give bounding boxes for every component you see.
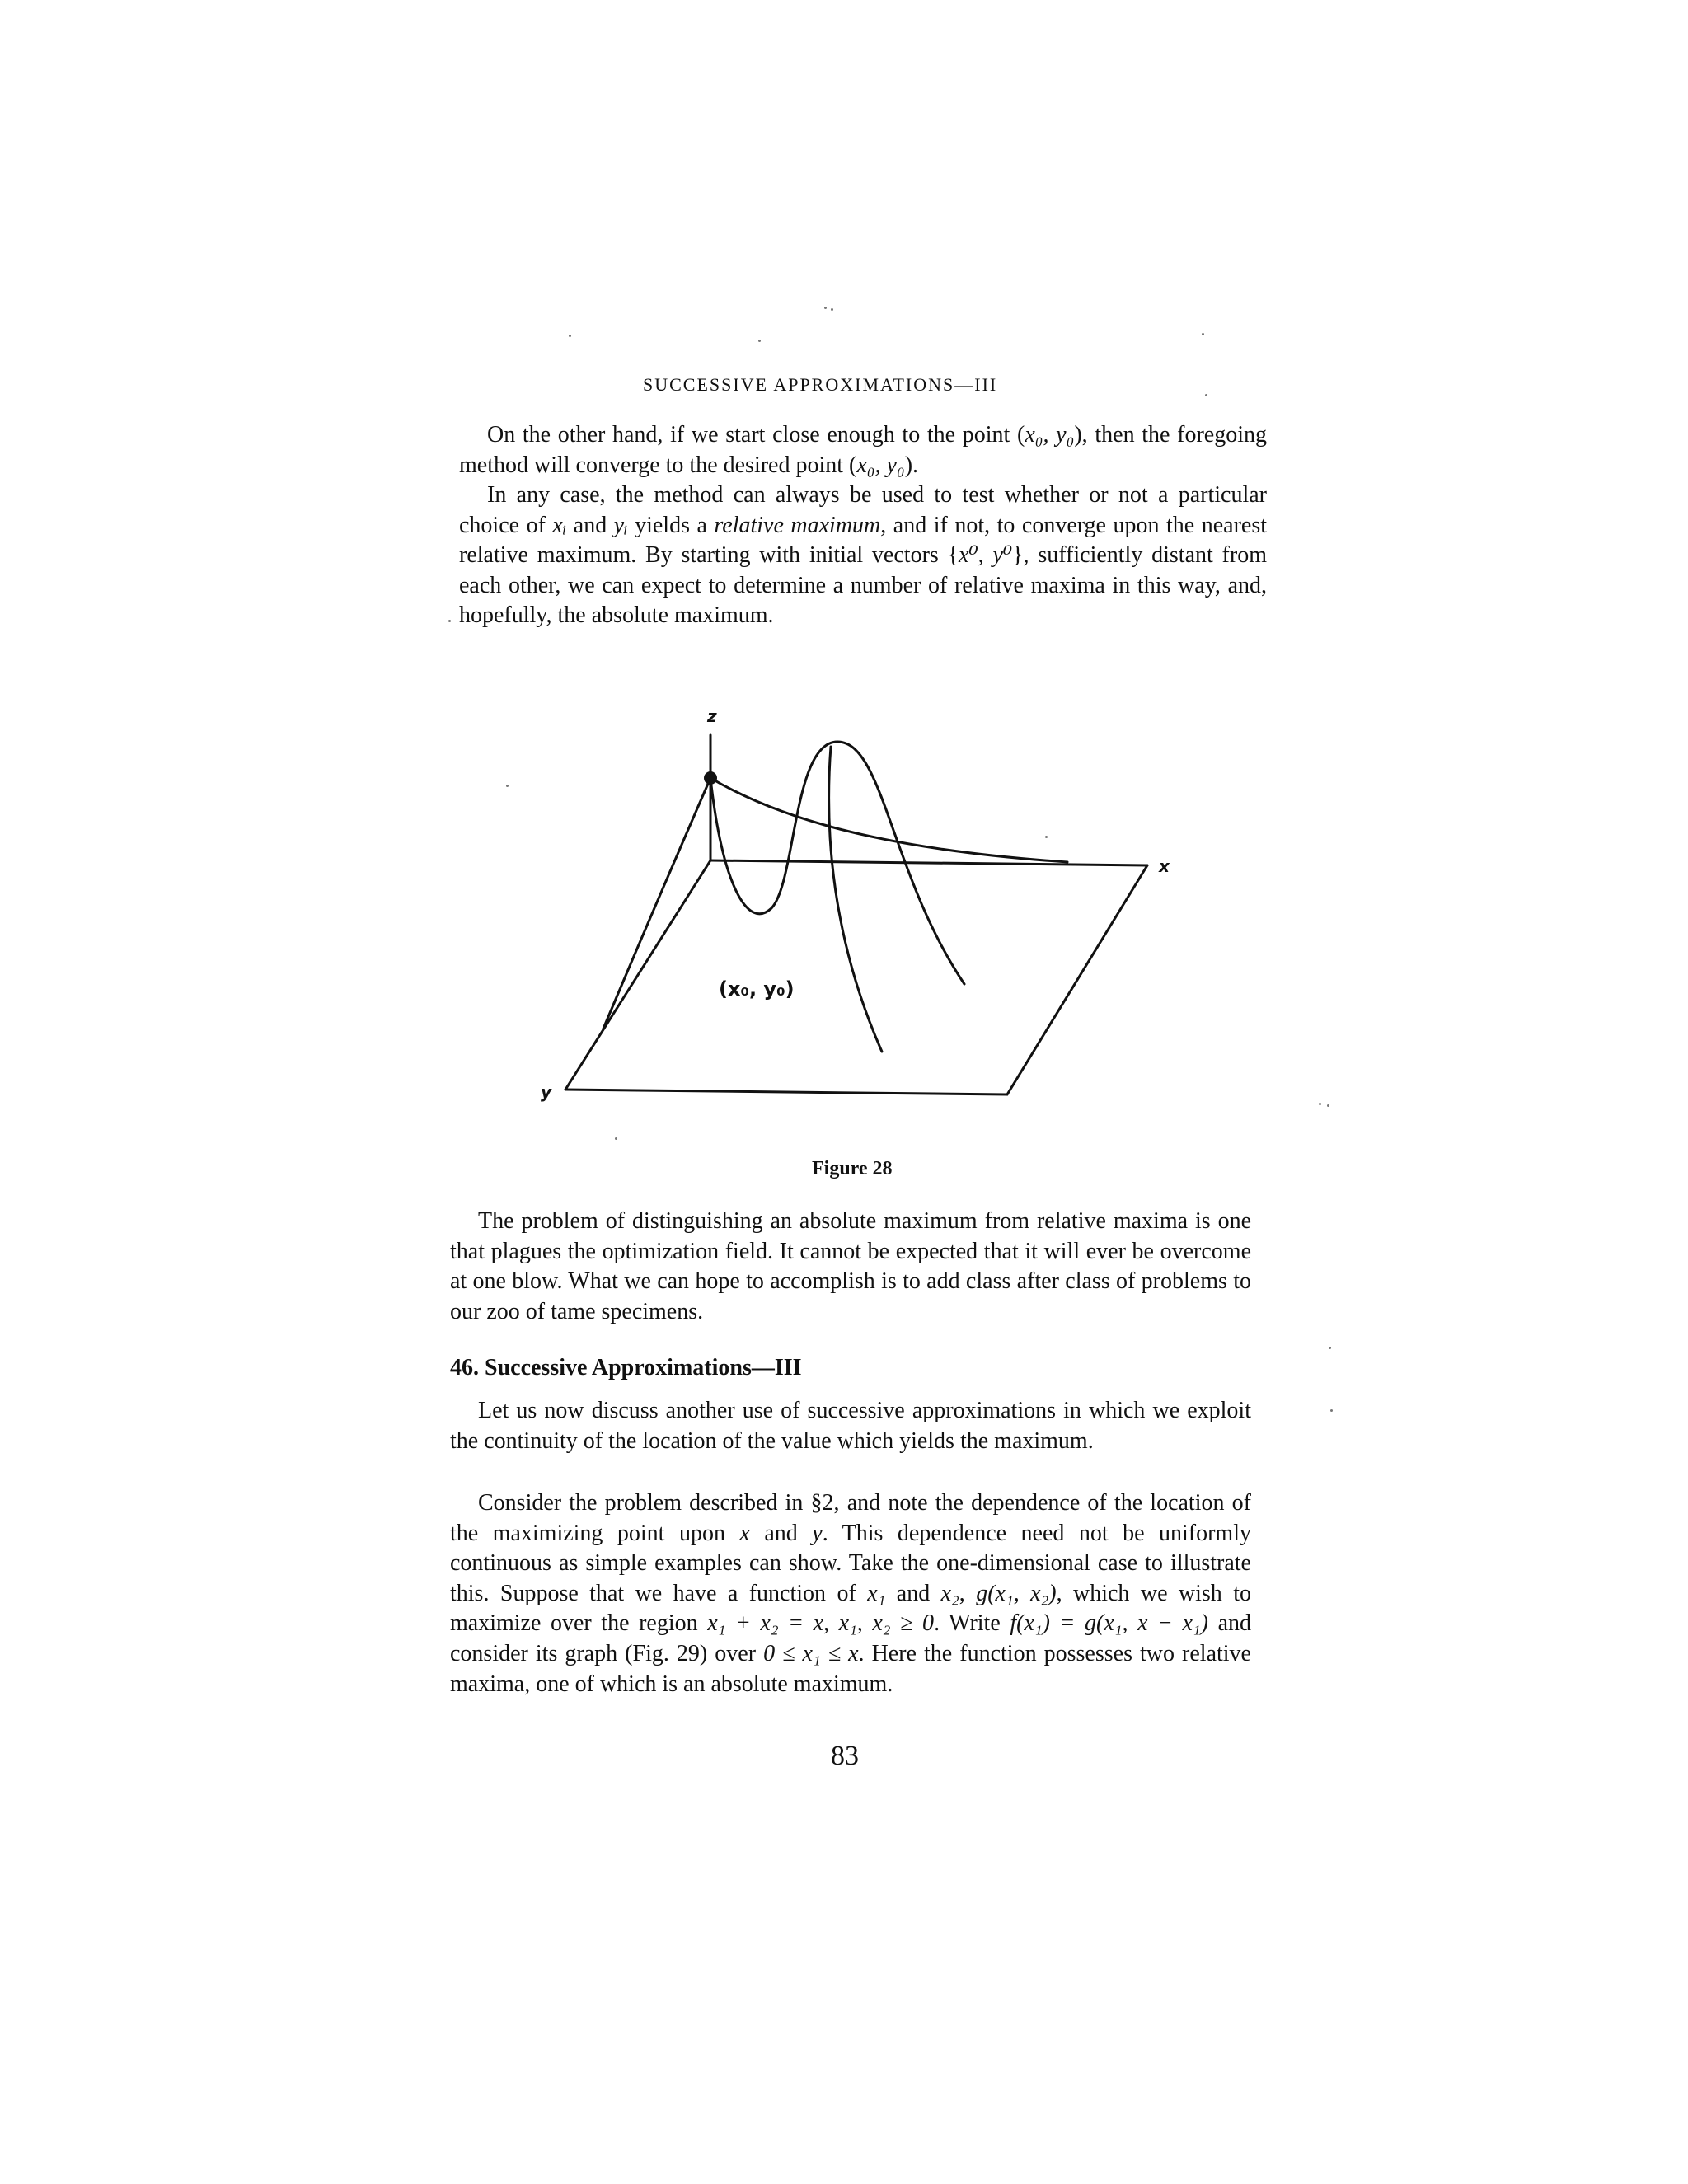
paragraph-1 (459, 420, 1267, 480)
text-run: , (959, 1580, 977, 1606)
scan-speck (506, 785, 509, 787)
math-yi: yᵢ (613, 512, 628, 538)
math-nonnegativity: x₁, x₂ ≥ 0 (838, 1610, 935, 1637)
plane-front-edge (565, 1090, 1007, 1094)
surface-left-edge (603, 778, 710, 1029)
math-y: y (812, 1520, 823, 1546)
text-run: ). (904, 452, 919, 478)
paragraph-4: Let us now discuss another use of successive approximations in which we exploit the continuity of the location of the value which yields the maximum. (450, 1398, 1251, 1454)
paragraph-5 (450, 1488, 1251, 1699)
math-point: x₀, y₀ (856, 452, 905, 478)
math-vectors: x⁰, y⁰ (959, 542, 1013, 569)
text-run: . Here the function possesses two relative maxima, one of which is an absolute maximum. (450, 1640, 1251, 1697)
text-run: Consider the problem described in §2, and note the dependence of the location of the maximizing point upon (450, 1490, 1251, 1546)
plane-right-edge (1007, 865, 1147, 1094)
scan-speck (1202, 333, 1204, 335)
scan-speck (824, 307, 827, 309)
point-label: (x₀, y₀) (719, 977, 795, 1001)
text-run: On the other hand, if we start close enough to the point ( (487, 422, 1025, 448)
math-x2: x₂ (940, 1580, 959, 1606)
text-run: and (749, 1520, 813, 1546)
math-g-expression: g(x₁, x₂) (976, 1580, 1057, 1606)
text-run: and (885, 1580, 941, 1606)
text-run: , (823, 1610, 839, 1637)
text-run: yields a (627, 512, 715, 538)
scan-speck (615, 1137, 617, 1140)
math-interval: 0 ≤ x₁ ≤ x (763, 1640, 859, 1666)
math-point: x₀, y₀ (1025, 422, 1075, 448)
section-heading: 46. Successive Approximations—III (450, 1355, 802, 1380)
scan-speck (1327, 1104, 1329, 1107)
scan-speck (758, 340, 761, 342)
figure-28-diagram (528, 709, 1203, 1113)
scan-speck (1330, 1409, 1333, 1412)
text-run: }, sufficiently distant from each other, we can expect to determine a number of relative maxima in this way, and, hopefully, the absolute maximum. (459, 542, 1267, 629)
text-run: and consider its graph (Fig. 29) over (450, 1610, 1252, 1666)
x-axis (710, 860, 1147, 865)
paragraph-3: The problem of distinguishing an absolute maximum from relative maxima is one that plagues the optimization field. It cannot be expected that it will ever be overcome at one blow. What we can hope to accomplish is to add class after class of problems to our zoo of tame specimens. (450, 1208, 1251, 1324)
axis-label-y: y (541, 1082, 552, 1102)
text-run: ), then the foregoing method will converge to the desired point ( (459, 422, 1267, 478)
text-run: and (566, 512, 614, 538)
axis-label-z: z (707, 709, 717, 726)
math-xi: xᵢ (552, 512, 567, 538)
scan-speck (831, 308, 833, 311)
emphasis-relative-maximum: relative maximum (714, 512, 881, 538)
scan-speck (1205, 394, 1207, 396)
figure-caption: Figure 28 (812, 1158, 893, 1179)
axis-label-x: x (1159, 856, 1170, 876)
scan-speck (569, 335, 571, 337)
peak-point (704, 771, 717, 785)
text-run: . This dependence need not be uniformly continuous as simple examples can show. Take the one-dimensional case to illustrate this. Suppose that we have a function of (450, 1520, 1251, 1606)
running-head: SUCCESSIVE APPROXIMATIONS—III (643, 374, 998, 395)
text-run: , and if not, to converge upon the nearest relative maximum. By starting with initial vectors { (459, 512, 1267, 569)
text-run: , which we wish to maximize over the region (450, 1580, 1251, 1637)
math-x: x (739, 1520, 750, 1546)
math-region: x₁ + x₂ = x (707, 1610, 824, 1637)
scan-speck (448, 620, 451, 622)
math-f-definition: f(x₁) = g(x₁, x − x₁) (1010, 1610, 1208, 1637)
scan-speck (1329, 1347, 1331, 1349)
paragraph-2 (459, 480, 1267, 631)
math-x1: x₁ (867, 1580, 886, 1606)
surface-descending-curve (829, 747, 882, 1052)
y-axis (565, 860, 710, 1090)
scan-speck (1319, 1103, 1321, 1105)
page-number: 83 (831, 1741, 859, 1771)
text-run: In any case, the method can always be used to test whether or not a particular choice of (459, 482, 1267, 538)
text-run: . Write (934, 1610, 1010, 1637)
